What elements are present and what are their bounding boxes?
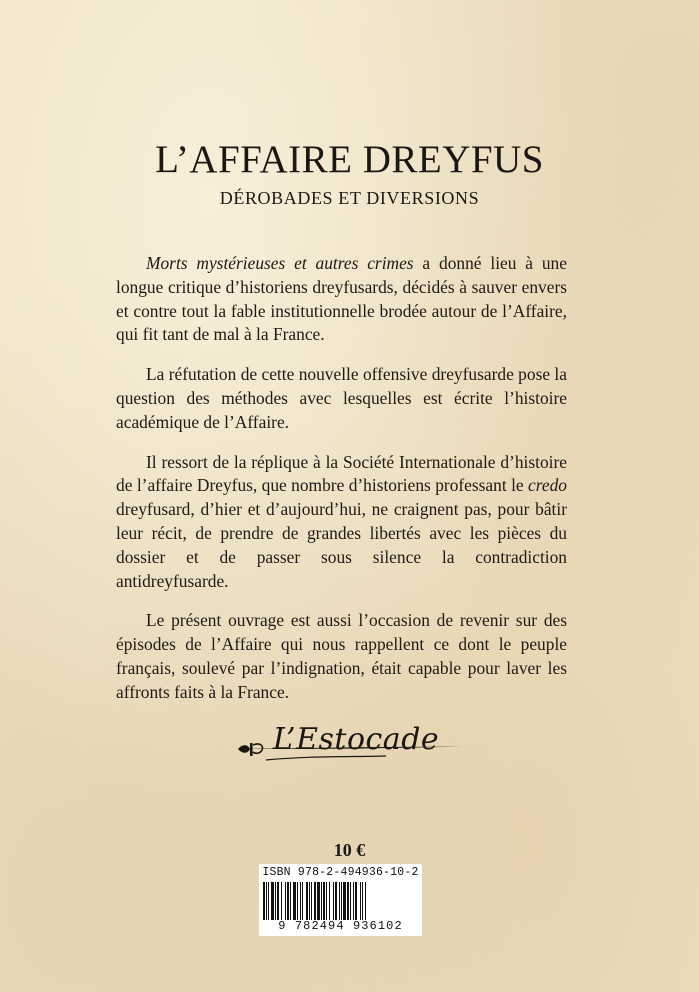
isbn-digits: 9 782494 936102: [278, 919, 403, 933]
barcode-bar: [350, 882, 351, 920]
barcode-bar: [271, 882, 274, 920]
barcode-bar: [302, 882, 303, 920]
barcode-bar: [263, 882, 265, 920]
barcode-bar: [275, 882, 276, 920]
book-title: L’AFFAIRE DREYFUS: [155, 138, 544, 181]
barcode-bar: [347, 882, 349, 920]
book-subtitle: DÉROBADES ET DIVERSIONS: [219, 188, 480, 208]
barcode-bar: [266, 882, 267, 920]
price-label: 10 €: [333, 840, 366, 860]
barcode-bar: [281, 882, 282, 920]
barcode-bar: [360, 882, 361, 920]
barcode-bar: [339, 882, 340, 920]
barcode-bar: [343, 882, 346, 920]
barcode-bar: [306, 882, 308, 920]
blurb-text: [116, 252, 567, 721]
barcode-bars: [263, 882, 418, 920]
publisher-logo: [236, 716, 466, 778]
blurb-paragraph-4: Le présent ouvrage est aussi l’occasion de revenir sur des épisodes de l’Affaire qui nous rappellent ce dont le peuple français, soulevé par l’indignation, était capable pour laver les affronts faits à la France.: [116, 610, 567, 702]
barcode-bar: [285, 882, 286, 920]
barcode-bar: [329, 882, 330, 920]
barcode-bar: [311, 882, 312, 920]
barcode-bar: [268, 882, 269, 920]
barcode-bar: [333, 882, 334, 920]
quoted-book-title: Morts mystérieuses et autres crimes: [146, 253, 414, 273]
isbn-label: ISBN 978-2-494936-10-2: [262, 866, 419, 879]
blurb-paragraph-1: Morts mystérieuses et autres crimes a donné lieu à une longue critique d’historiens dreyfusards, décidés à sauver envers et contre tout la fable institutionnelle brodée autour de l’Affaire, qui fit tant de mal à la France.: [116, 253, 567, 345]
barcode-bar: [326, 882, 327, 920]
barcode-bar: [287, 882, 289, 920]
publisher-name: L’Estocade: [272, 722, 440, 757]
blurb-paragraph-3: Il ressort de la réplique à la Société Internationale d’histoire de l’affaire Dreyfus, que nombre d’historiens professant le credo dreyfusard, d’hier et d’aujourd’hui, ne craignent pas, pour bâtir leur récit, de prendre de grandes libertés avec les pièces du dossier et de passer sous silence la contradiction antidreyfusarde.: [116, 451, 567, 591]
barcode-bar: [355, 882, 357, 920]
italic-credo: credo: [528, 475, 567, 496]
barcode-bar: [321, 882, 322, 920]
barcode-bar: [362, 882, 363, 920]
barcode-bar: [317, 882, 320, 920]
isbn-barcode: [259, 864, 422, 936]
barcode-bar: [290, 882, 291, 920]
barcode-bar: [277, 882, 279, 920]
blurb-paragraph-2: La réfutation de cette nouvelle offensive dreyfusarde pose la question des méthodes avec lesquelles est écrite l’histoire académique de l’Affaire.: [116, 364, 567, 432]
barcode-bar: [314, 882, 316, 920]
barcode-bar: [297, 882, 298, 920]
barcode-bar: [341, 882, 342, 920]
barcode-bar: [300, 882, 301, 920]
barcode-bar: [309, 882, 310, 920]
barcode-bar: [365, 882, 366, 920]
barcode-bar: [293, 882, 296, 920]
barcode-bar: [335, 882, 337, 920]
barcode-bar: [323, 882, 325, 920]
barcode-bar: [353, 882, 354, 920]
